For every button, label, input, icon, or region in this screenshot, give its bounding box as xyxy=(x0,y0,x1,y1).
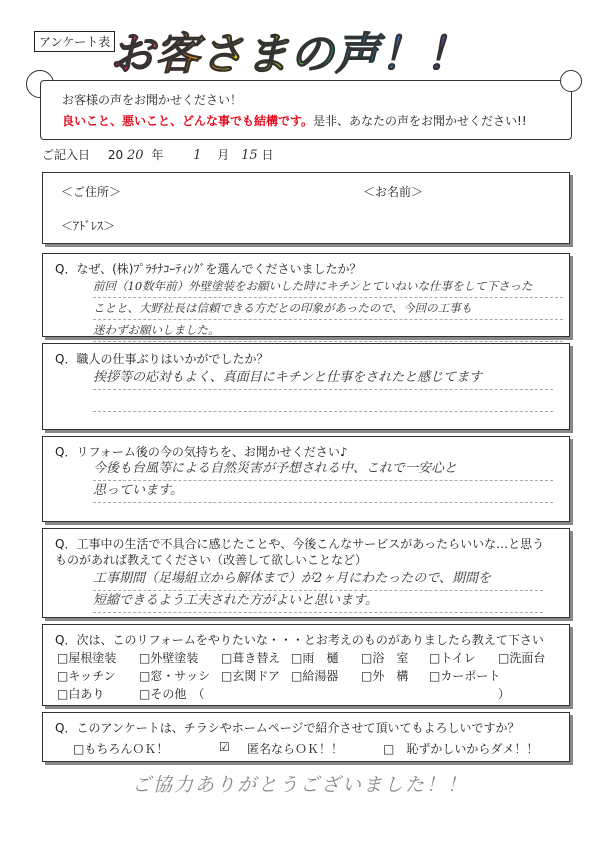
answer-3-line: 今後も台風等による自然災害が予想される中、これで一安心と xyxy=(93,459,553,481)
answer-4-line: 工事期間（足場組立から解体まで）が2ヶ月にわたったので、期間を xyxy=(93,569,543,591)
page-title: お客さまの声！！ xyxy=(110,18,470,82)
option-water-heater[interactable]: □給湯器 xyxy=(291,669,339,683)
answer-4-line: 短縮できるよう工夫された方がよいと思います。 xyxy=(93,591,543,613)
option-exterior[interactable]: □外 構 xyxy=(361,669,409,683)
option-window-sash[interactable]: □窓・サッシ xyxy=(139,669,211,683)
question-3: Q．リフォーム後の今の気持ちを、お聞かせください♪ xyxy=(55,445,348,459)
option-bathroom[interactable]: □浴 室 xyxy=(361,651,409,665)
option-carport[interactable]: □カーポート xyxy=(429,669,501,683)
address-label: ＜ご住所＞ xyxy=(61,185,122,199)
question-box-2 xyxy=(42,343,570,430)
thanks-message: ご協力ありがとうございました！！ xyxy=(131,774,468,796)
option-other-close-paren: ） xyxy=(498,687,511,701)
question-box-5 xyxy=(42,624,570,706)
form-type-tag: アンケート表 xyxy=(34,31,115,52)
customer-info-box xyxy=(42,172,570,244)
question-2: Q．職人の仕事ぶりはいかがでしたか？ xyxy=(55,352,269,366)
answer-1-line: 前回（10数年前）外壁塗装をお願いした時にキチンとていねいな仕事をして下さった xyxy=(93,276,563,298)
option-kitchen[interactable]: □キッチン xyxy=(57,669,116,683)
date-label: ご記入日 xyxy=(42,148,91,162)
date-year-unit: 年 xyxy=(151,148,164,162)
answer-1-line: 迷わずお願いしました。 xyxy=(93,320,563,342)
answer-1-line: ことと、大野社長は信頼できる方だとの印象があったので、今回の工事も xyxy=(93,298,563,320)
date-month-unit: 月 xyxy=(217,148,230,162)
answer-3 xyxy=(93,459,553,503)
option-termite[interactable]: □白あり xyxy=(57,687,105,701)
answer-2-line xyxy=(93,390,553,412)
intro-emphasis: 良いこと、悪いこと、どんな事でも結構です。 xyxy=(62,114,314,128)
option-anonymous-ok: 匿名ならＯＫ！！ xyxy=(247,742,344,756)
email-label: ＜ｱﾄﾞﾚｽ＞ xyxy=(61,219,116,233)
intro-rest: 是非、あなたの声をお聞かせください!! xyxy=(313,114,527,128)
option-wall-painting[interactable]: □外壁塗装 xyxy=(139,651,199,665)
date-day: 15 xyxy=(241,148,258,163)
answer-1 xyxy=(93,276,563,342)
intro-line-2 xyxy=(62,112,527,129)
question-5: Q．次は、このリフォームをやりたいな・・・とお考えのものがありましたら教えて下さい xyxy=(55,633,544,647)
intro-line-1: お客様の声をお聞かせください！ xyxy=(62,93,243,107)
answer-2-line: 挨拶等の応対もよく、真面目にキチンと仕事をされたと感じてます xyxy=(93,368,553,390)
option-toilet[interactable]: □トイレ xyxy=(429,651,476,665)
option-ok[interactable]: □もちろんＯＫ！ xyxy=(73,742,169,756)
option-anonymous-checkbox[interactable]: ☑ xyxy=(219,740,230,754)
date-year: 20 xyxy=(126,148,144,163)
option-reroofing[interactable]: □葺き替え xyxy=(221,651,281,665)
option-front-door[interactable]: □玄関ドア xyxy=(221,669,280,683)
date-row xyxy=(42,146,274,163)
question-6: Q．このアンケートは、チラシやホームページで紹介させて頂いてもよろしいですか？ xyxy=(55,721,520,735)
option-decline[interactable]: □ 恥ずかしいからダメ！！ xyxy=(383,742,539,756)
question-box-3 xyxy=(42,436,570,522)
question-4-line-2: ものがあれば教えてください（改善して欲しいことなど） xyxy=(55,553,368,567)
option-roof-painting[interactable]: □屋根塗装 xyxy=(57,651,117,665)
date-month: 1 xyxy=(193,148,202,163)
name-label: ＜お名前＞ xyxy=(363,185,424,199)
question-box-6 xyxy=(42,712,570,762)
question-1: Q．なぜ、(株)ﾌﾟﾗﾁﾅｺｰﾃｨﾝｸﾞを選んでくださいましたか？ xyxy=(55,262,362,276)
question-box-4 xyxy=(42,528,570,618)
answer-3-line: 思っています。 xyxy=(93,481,553,503)
answer-4 xyxy=(93,569,543,613)
option-washbasin[interactable]: □洗面台 xyxy=(498,651,546,665)
date-prefix: 20 xyxy=(107,148,124,162)
intro-banner xyxy=(40,80,572,140)
scroll-curl-right xyxy=(560,70,582,92)
date-day-unit: 日 xyxy=(261,148,274,162)
question-4-line-1: Q．工事中の生活で不具合に感じたことや、今後こんなサービスがあったらいいな…と思う xyxy=(55,537,545,551)
option-other[interactable]: □その他 （ xyxy=(139,687,205,701)
answer-2 xyxy=(93,368,553,412)
question-box-1 xyxy=(42,253,570,337)
option-gutter[interactable]: □雨 樋 xyxy=(291,651,339,665)
